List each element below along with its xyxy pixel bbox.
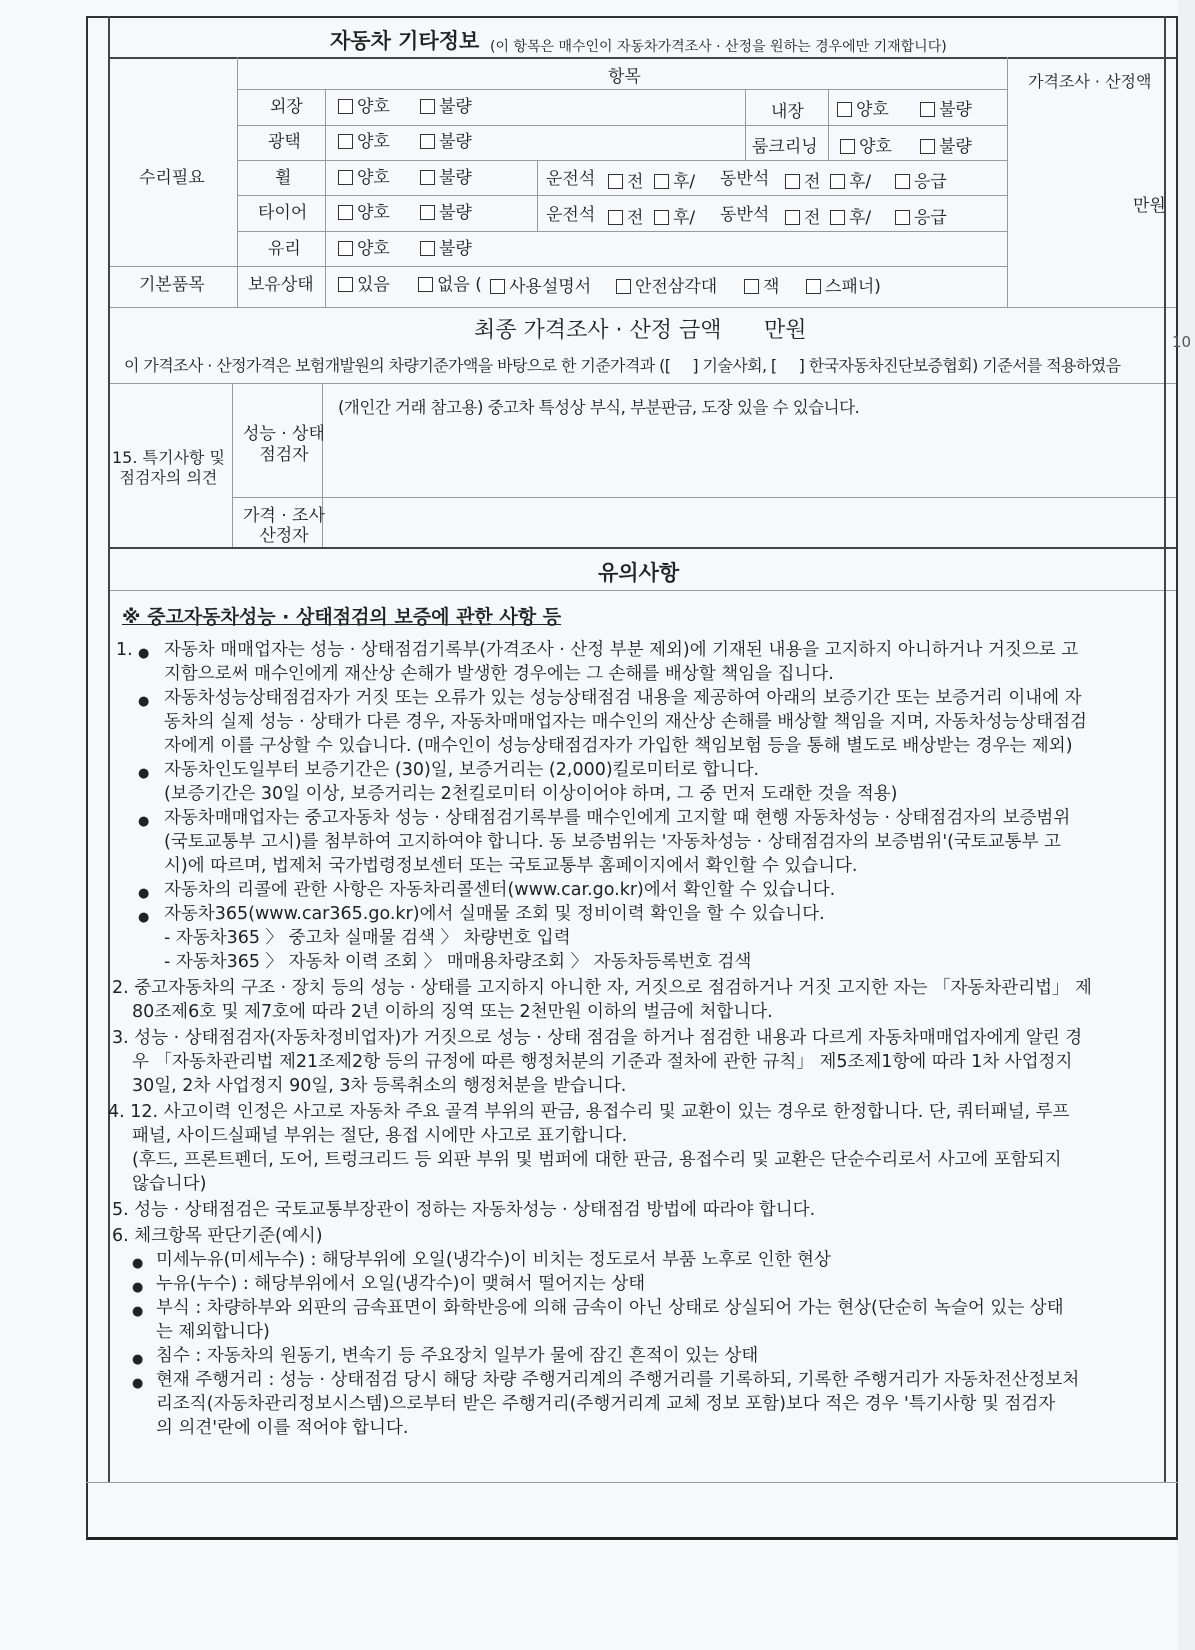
tire-passenger-front[interactable]: 전 bbox=[785, 208, 820, 228]
notice-line: 5. 성능 · 상태점검은 국토교통부장관이 정하는 자동차성능 · 상태점검 방법에 따라야 합니다. bbox=[112, 1200, 816, 1220]
tire-emergency[interactable]: 응급 bbox=[895, 208, 947, 228]
notice-line: 우 「자동차관리법 제21조제2항 등의 규정에 따른 행정처분의 기준과 절차에 관한 규칙」 제5조제1항에 따라 1차 사업정지 bbox=[132, 1052, 1073, 1072]
row-label-wheel: 휠 bbox=[275, 168, 292, 188]
notice-title: 유의사항 bbox=[598, 561, 680, 585]
notice-line: 자에게 이를 구상할 수 있습니다. (매수인이 성능상태점검자가 가입한 책임보험 등을 통해 별도로 배상받는 경우는 제외) bbox=[164, 736, 1073, 756]
spanner-option[interactable]: 스패너) bbox=[806, 277, 881, 297]
wheel-passenger-front[interactable]: 전 bbox=[785, 172, 820, 192]
checkbox[interactable] bbox=[338, 205, 353, 220]
notice-line: 누유(누수) : 해당부위에서 오일(냉각수)이 맺혀서 떨어지는 상태 bbox=[156, 1274, 646, 1294]
checkbox[interactable] bbox=[840, 139, 855, 154]
checkbox[interactable] bbox=[338, 99, 353, 114]
wheel-emergency[interactable]: 응급 bbox=[895, 172, 947, 192]
checkbox[interactable] bbox=[490, 279, 505, 294]
row-label-holding: 보유상태 bbox=[248, 275, 314, 295]
page-edge bbox=[1178, 0, 1195, 1650]
manual-option[interactable]: 사용설명서 bbox=[490, 277, 591, 297]
checkbox[interactable] bbox=[744, 279, 759, 294]
checkbox[interactable] bbox=[785, 174, 800, 189]
glass-bad-option[interactable]: 불량 bbox=[420, 239, 472, 259]
triangle-option[interactable]: 안전삼각대 bbox=[616, 277, 717, 297]
tire-passenger-rear[interactable]: 후/ bbox=[830, 208, 871, 228]
notice-line: (후드, 프론트펜더, 도어, 트렁크리드 등 외판 부위 및 범퍼에 대한 판금, 용접수리 및 교환은 단순수리로서 사고에 포함되지 bbox=[132, 1150, 1062, 1170]
notice-line: (보증기간은 30일 이상, 보증거리는 2천킬로미터 이상이어야 하며, 그 중 먼저 도래한 것을 적용) bbox=[164, 784, 898, 804]
row-label-interior: 내장 bbox=[771, 102, 804, 122]
bullet-icon: ● bbox=[138, 814, 150, 829]
notice-line: 30일, 2차 사업정지 90일, 3차 등록취소의 행정처분을 받습니다. bbox=[132, 1076, 627, 1096]
notice-line: 미세누유(미세누수) : 해당부위에 오일(냉각수)이 비치는 정도로서 부품 노후로 인한 현상 bbox=[156, 1250, 831, 1270]
notice-line: 4. 12. 사고이력 인정은 사고로 자동차 주요 골격 부위의 판금, 용접수리 및 교환이 있는 경우로 한정합니다. 단, 쿼터패널, 루프 bbox=[108, 1102, 1070, 1122]
wheel-good-option[interactable]: 양호 bbox=[338, 168, 390, 188]
price-unit: 만원 bbox=[1133, 196, 1166, 216]
notice-line: 시)에 따르며, 법제처 국가법령정보센터 또는 국토교통부 홈페이지에서 확인할 수 있습니다. bbox=[164, 856, 858, 876]
notice-line: 리조직(자동차관리정보시스템)으로부터 받은 주행거리(주행거리계 교체 정보 포함)보다 적은 경우 '특기사항 및 점검자 bbox=[156, 1394, 1056, 1414]
notice-line: 자동차인도일부터 보증기간은 (30)일, 보증거리는 (2,000)킬로미터로 합니다. bbox=[164, 760, 760, 780]
checkbox[interactable] bbox=[608, 174, 623, 189]
inspector-opinion-field[interactable] bbox=[326, 420, 1162, 494]
wheel-bad-option[interactable]: 불량 bbox=[420, 168, 472, 188]
checkbox[interactable] bbox=[654, 210, 669, 225]
wheel-passenger-label: 동반석 bbox=[720, 169, 770, 189]
notice-line: 자동차 매매업자는 성능 · 상태점검기록부(가격조사 · 산정 부분 제외)에 기재된 내용을 고지하지 아니하거나 거짓으로 고 bbox=[164, 640, 1079, 660]
wheel-driver-rear[interactable]: 후/ bbox=[654, 172, 695, 192]
checkbox[interactable] bbox=[338, 277, 353, 292]
repair-group-label: 수리필요 bbox=[139, 168, 205, 188]
bullet-icon: ● bbox=[132, 1352, 144, 1367]
notice-line: 3. 성능 · 상태점검자(자동차정비업자)가 거짓으로 성능 · 상태 점검을 하거나 점검한 내용과 다르게 자동차매매업자에게 알린 경 bbox=[112, 1028, 1083, 1048]
notice-line: 자동차매매업자는 중고자동차 성능 · 상태점검기록부를 매수인에게 고지할 때 현행 자동차성능 · 상태점검자의 보증범위 bbox=[164, 808, 1071, 828]
section-title: 자동차 기타정보 bbox=[330, 29, 480, 53]
checkbox[interactable] bbox=[830, 174, 845, 189]
bullet-icon: ● bbox=[132, 1256, 144, 1271]
checkbox[interactable] bbox=[420, 134, 435, 149]
bullet-icon: ● bbox=[132, 1376, 144, 1391]
notice-line: 패널, 사이드실패널 부위는 절단, 용접 시에만 사고로 표기합니다. bbox=[132, 1126, 628, 1146]
notice-line: - 자동차365 〉 중고차 실매물 검색 〉 차량번호 입력 bbox=[164, 928, 571, 948]
wheel-driver-label: 운전석 bbox=[546, 169, 596, 189]
row-label-room-cleaning: 룸크리닝 bbox=[752, 137, 818, 157]
row-label-tire: 타이어 bbox=[258, 203, 308, 223]
notice-line: 부식 : 차량하부와 외판의 금속표면이 화학반응에 의해 금속이 아닌 상태로 상실되어 가는 현상(단순히 녹슬어 있는 상태 bbox=[156, 1298, 1064, 1318]
notice-line: 자동차성능상태점검자가 거짓 또는 오류가 있는 성능상태점검 내용을 제공하여 아래의 보증기간 또는 보증거리 이내에 자 bbox=[164, 688, 1082, 708]
bullet-icon: ● bbox=[138, 886, 150, 901]
item-header: 항목 bbox=[608, 67, 641, 87]
notice-line: 6. 체크항목 판단기준(예시) bbox=[112, 1226, 323, 1246]
polish-good-option[interactable]: 양호 bbox=[338, 132, 390, 152]
appraiser-opinion-field[interactable] bbox=[326, 500, 1162, 544]
row-label-exterior: 외장 bbox=[270, 97, 303, 117]
notice-line: 않습니다) bbox=[132, 1174, 207, 1194]
inspector-note: (개인간 거래 참고용) 중고차 특성상 부식, 부분판금, 도장 있을 수 있습니다. bbox=[338, 398, 860, 417]
inspector-label: 성능 · 상태 점검자 bbox=[243, 424, 325, 465]
room-cleaning-bad-option[interactable]: 불량 bbox=[920, 137, 972, 157]
tire-driver-rear[interactable]: 후/ bbox=[654, 208, 695, 228]
holding-none-option[interactable]: 없음 ( bbox=[418, 275, 482, 295]
exterior-bad-option[interactable]: 불량 bbox=[420, 97, 472, 117]
checkbox[interactable] bbox=[837, 102, 852, 117]
glass-good-option[interactable]: 양호 bbox=[338, 239, 390, 259]
wheel-passenger-rear[interactable]: 후/ bbox=[830, 172, 871, 192]
checkbox[interactable] bbox=[654, 174, 669, 189]
final-basis-text: 이 가격조사 · 산정가격은 보험개발원의 차량기준가액을 바탕으로 한 기준가격과 ([ ] 기술사회, [ ] 한국자동차진단보증협회) 기준서를 적용하였음 bbox=[124, 356, 1121, 375]
notice-line: 현재 주행거리 : 성능 · 상태점검 당시 해당 차량 주행거리계의 주행거리를 기록하되, 기록한 주행거리가 자동차전산정보처 bbox=[156, 1370, 1080, 1390]
row-label-glass: 유리 bbox=[268, 239, 301, 259]
checkbox[interactable] bbox=[920, 102, 935, 117]
notice-line: 자동차의 리콜에 관한 사항은 자동차리콜센터(www.car.go.kr)에서 확인할 수 있습니다. bbox=[164, 880, 836, 900]
checkbox[interactable] bbox=[830, 210, 845, 225]
checkbox[interactable] bbox=[806, 279, 821, 294]
tire-good-option[interactable]: 양호 bbox=[338, 203, 390, 223]
notice-line: 는 제외합니다) bbox=[156, 1322, 270, 1342]
interior-bad-option[interactable]: 불량 bbox=[920, 100, 972, 120]
final-price-label: 최종 가격조사 · 산정 금액 bbox=[474, 318, 722, 343]
item1-number: 1. bbox=[116, 640, 133, 660]
row-label-polish: 광택 bbox=[268, 132, 301, 152]
checkbox[interactable] bbox=[420, 241, 435, 256]
tire-driver-label: 운전석 bbox=[546, 205, 596, 225]
polish-bad-option[interactable]: 불량 bbox=[420, 132, 472, 152]
checkbox[interactable] bbox=[338, 241, 353, 256]
bullet-icon: ● bbox=[138, 694, 150, 709]
bullet-icon: ● bbox=[138, 766, 150, 781]
notice-line: 의 의견'란에 이를 적어야 합니다. bbox=[156, 1418, 409, 1438]
notice-line: (국토교통부 고시)를 첨부하여 고지하여야 합니다. 동 보증범위는 '자동차성능 · 상태점검자의 보증범위'(국토교통부 고 bbox=[164, 832, 1061, 852]
checkbox[interactable] bbox=[785, 210, 800, 225]
notice-line: 자동차365(www.car365.go.kr)에서 실매물 조회 및 정비이력 확인을 할 수 있습니다. bbox=[164, 904, 825, 924]
room-cleaning-good-option[interactable]: 양호 bbox=[840, 137, 892, 157]
checkbox[interactable] bbox=[616, 279, 631, 294]
notice-line: 2. 중고자동차의 구조 · 장치 등의 성능 · 상태를 고지하지 아니한 자, 거짓으로 점검하거나 거짓 고지한 자는 「자동차관리법」 제 bbox=[112, 978, 1092, 998]
checkbox[interactable] bbox=[895, 174, 910, 189]
exterior-good-option[interactable]: 양호 bbox=[338, 97, 390, 117]
notice-line: 침수 : 자동차의 원동기, 변속기 등 주요장치 일부가 물에 잠긴 흔적이 있는 상태 bbox=[156, 1346, 759, 1366]
checkbox[interactable] bbox=[420, 205, 435, 220]
bullet-icon: ● bbox=[138, 910, 150, 925]
checkbox[interactable] bbox=[920, 139, 935, 154]
checkbox[interactable] bbox=[420, 170, 435, 185]
bullet-icon: ● bbox=[132, 1304, 144, 1319]
notice-heading: ※ 중고자동차성능 · 상태점검의 보증에 관한 사항 등 bbox=[122, 606, 562, 628]
checkbox[interactable] bbox=[895, 210, 910, 225]
opinion-section-label: 15. 특기사항 및 점검자의 의견 bbox=[112, 448, 225, 487]
bullet-icon: ● bbox=[132, 1280, 144, 1295]
checkbox[interactable] bbox=[420, 99, 435, 114]
checkbox[interactable] bbox=[608, 210, 623, 225]
notice-line: - 자동차365 〉 자동차 이력 조회 〉 매매용차량조회 〉 자동차등록번호 검색 bbox=[164, 952, 752, 972]
checkbox[interactable] bbox=[338, 170, 353, 185]
basic-group-label: 기본품목 bbox=[139, 275, 205, 295]
section-subtitle: (이 항목은 매수인이 자동차가격조사 · 산정을 원하는 경우에만 기재합니다) bbox=[490, 39, 947, 55]
tire-bad-option[interactable]: 불량 bbox=[420, 203, 472, 223]
tire-passenger-label: 동반석 bbox=[720, 205, 770, 225]
holding-has-option[interactable]: 있음 bbox=[338, 275, 390, 295]
appraiser-label: 가격 · 조사 산정자 bbox=[243, 506, 325, 546]
bullet-icon: ● bbox=[138, 646, 150, 661]
interior-good-option[interactable]: 양호 bbox=[837, 100, 889, 120]
jack-option[interactable]: 잭 bbox=[744, 277, 779, 297]
notice-line: 80조제6호 및 제7호에 따라 2년 이하의 징역 또는 2천만원 이하의 벌금에 처합니다. bbox=[132, 1002, 773, 1022]
final-price-unit: 만원 bbox=[764, 318, 807, 343]
margin-mark: 10 bbox=[1172, 333, 1192, 351]
notice-line: 지함으로써 매수인에게 재산상 손해가 발생한 경우에는 그 손해를 배상할 책임을 집니다. bbox=[164, 664, 834, 684]
tire-driver-front[interactable]: 전 bbox=[608, 208, 643, 228]
checkbox[interactable] bbox=[338, 134, 353, 149]
wheel-driver-front[interactable]: 전 bbox=[608, 172, 643, 192]
price-header: 가격조사 · 산정액 bbox=[1028, 72, 1152, 91]
checkbox[interactable] bbox=[418, 277, 433, 292]
notice-line: 동차의 실제 성능 · 상태가 다른 경우, 자동차매매업자는 매수인의 재산상 손해를 배상할 책임을 지며, 자동차성능상태점검 bbox=[164, 712, 1087, 732]
